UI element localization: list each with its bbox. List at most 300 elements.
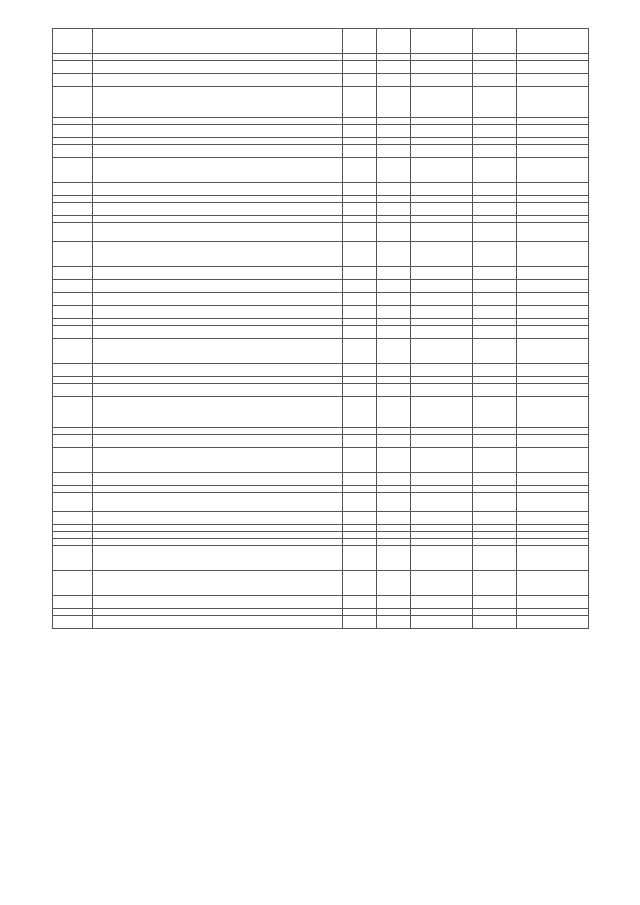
- table-cell: [411, 493, 473, 512]
- table-cell: [377, 158, 411, 183]
- row-number-cell: [53, 145, 93, 158]
- table-row: [53, 223, 589, 242]
- table-cell: [411, 435, 473, 448]
- table-cell: [411, 87, 473, 118]
- table-cell: [343, 571, 377, 596]
- budget-table: [52, 28, 589, 629]
- table-cell: [411, 377, 473, 384]
- table-cell: [377, 125, 411, 138]
- table-cell: [343, 196, 377, 203]
- table-cell: [377, 319, 411, 326]
- row-number-cell: [53, 118, 93, 125]
- table-cell: [517, 61, 589, 74]
- table-cell: [93, 609, 343, 616]
- table-cell: [517, 364, 589, 377]
- table-cell: [343, 145, 377, 158]
- row-number-cell: [53, 532, 93, 539]
- table-cell: [473, 377, 517, 384]
- table-cell: [93, 158, 343, 183]
- table-cell: [93, 125, 343, 138]
- table-cell: [411, 448, 473, 473]
- table-cell: [517, 609, 589, 616]
- table-cell: [93, 448, 343, 473]
- table-cell: [411, 280, 473, 293]
- table-cell: [93, 512, 343, 525]
- table-cell: [517, 118, 589, 125]
- table-row: [53, 138, 589, 145]
- table-cell: [517, 216, 589, 223]
- table-row: [53, 448, 589, 473]
- table-cell: [93, 428, 343, 435]
- table-cell: [473, 158, 517, 183]
- row-number-cell: [53, 609, 93, 616]
- table-cell: [517, 532, 589, 539]
- header-cell: [377, 29, 411, 54]
- table-cell: [93, 242, 343, 267]
- table-row: [53, 596, 589, 609]
- table-cell: [343, 203, 377, 216]
- table-cell: [343, 512, 377, 525]
- table-cell: [411, 319, 473, 326]
- table-cell: [473, 546, 517, 571]
- row-number-cell: [53, 377, 93, 384]
- row-number-cell: [53, 493, 93, 512]
- table-cell: [411, 61, 473, 74]
- table-cell: [473, 539, 517, 546]
- table-cell: [411, 158, 473, 183]
- table-cell: [93, 616, 343, 629]
- row-number-cell: [53, 319, 93, 326]
- table-cell: [343, 377, 377, 384]
- table-cell: [93, 493, 343, 512]
- table-cell: [517, 525, 589, 532]
- row-number-cell: [53, 61, 93, 74]
- table-cell: [411, 512, 473, 525]
- table-cell: [411, 267, 473, 280]
- table-cell: [343, 596, 377, 609]
- table-cell: [377, 546, 411, 571]
- table-cell: [377, 609, 411, 616]
- table-row: [53, 546, 589, 571]
- table-cell: [93, 339, 343, 364]
- table-row: [53, 125, 589, 138]
- table-row: [53, 493, 589, 512]
- header-cell: [411, 29, 473, 54]
- table-cell: [517, 267, 589, 280]
- column-number: [377, 54, 411, 61]
- column-number: [93, 54, 343, 61]
- row-number-cell: [53, 242, 93, 267]
- row-number-cell: [53, 196, 93, 203]
- table-cell: [343, 158, 377, 183]
- table-cell: [411, 428, 473, 435]
- table-cell: [473, 183, 517, 196]
- row-number-cell: [53, 596, 93, 609]
- table-cell: [411, 339, 473, 364]
- table-cell: [343, 448, 377, 473]
- table-row: [53, 203, 589, 216]
- table-cell: [517, 293, 589, 306]
- table-cell: [517, 74, 589, 87]
- table-cell: [377, 216, 411, 223]
- table-cell: [93, 196, 343, 203]
- table-row: [53, 145, 589, 158]
- table-cell: [411, 223, 473, 242]
- header-cell: [53, 29, 93, 54]
- table-cell: [377, 493, 411, 512]
- row-number-cell: [53, 616, 93, 629]
- table-cell: [377, 87, 411, 118]
- table-cell: [377, 61, 411, 74]
- table-row: [53, 74, 589, 87]
- row-number-cell: [53, 397, 93, 428]
- table-cell: [377, 473, 411, 486]
- table-cell: [343, 486, 377, 493]
- table-cell: [343, 609, 377, 616]
- table-row: [53, 571, 589, 596]
- table-cell: [377, 339, 411, 364]
- table-row: [53, 118, 589, 125]
- row-number-cell: [53, 203, 93, 216]
- table-cell: [517, 280, 589, 293]
- table-cell: [377, 138, 411, 145]
- row-number-cell: [53, 384, 93, 397]
- table-cell: [517, 145, 589, 158]
- table-cell: [517, 339, 589, 364]
- table-row: [53, 512, 589, 525]
- row-number-cell: [53, 571, 93, 596]
- table-cell: [377, 397, 411, 428]
- table-cell: [473, 596, 517, 609]
- row-number-cell: [53, 486, 93, 493]
- table-row: [53, 158, 589, 183]
- table-cell: [411, 546, 473, 571]
- table-cell: [473, 74, 517, 87]
- table-cell: [473, 306, 517, 319]
- row-number-cell: [53, 512, 93, 525]
- column-number: [473, 54, 517, 61]
- table-cell: [517, 125, 589, 138]
- table-cell: [343, 293, 377, 306]
- row-number-cell: [53, 87, 93, 118]
- table-cell: [377, 525, 411, 532]
- table-cell: [93, 74, 343, 87]
- table-row: [53, 384, 589, 397]
- row-number-cell: [53, 435, 93, 448]
- table-cell: [377, 616, 411, 629]
- table-cell: [93, 397, 343, 428]
- row-number-cell: [53, 539, 93, 546]
- header-cell: [343, 29, 377, 54]
- table-cell: [517, 87, 589, 118]
- table-cell: [411, 397, 473, 428]
- row-number-cell: [53, 326, 93, 339]
- table-cell: [343, 87, 377, 118]
- table-cell: [473, 196, 517, 203]
- table-row: [53, 183, 589, 196]
- table-cell: [93, 319, 343, 326]
- table-cell: [343, 493, 377, 512]
- table-cell: [411, 525, 473, 532]
- table-cell: [411, 364, 473, 377]
- table-body: [53, 61, 589, 629]
- table-cell: [473, 293, 517, 306]
- table-cell: [473, 87, 517, 118]
- row-number-cell: [53, 216, 93, 223]
- table-cell: [93, 293, 343, 306]
- table-cell: [343, 280, 377, 293]
- column-number: [517, 54, 589, 61]
- table-cell: [377, 377, 411, 384]
- table-cell: [343, 306, 377, 319]
- table-cell: [473, 493, 517, 512]
- row-number-cell: [53, 293, 93, 306]
- table-cell: [517, 571, 589, 596]
- table-cell: [93, 203, 343, 216]
- table-cell: [377, 196, 411, 203]
- table-cell: [411, 242, 473, 267]
- table-cell: [93, 267, 343, 280]
- table-cell: [343, 242, 377, 267]
- table-row: [53, 267, 589, 280]
- table-cell: [343, 532, 377, 539]
- table-cell: [93, 532, 343, 539]
- table-cell: [377, 486, 411, 493]
- table-cell: [343, 539, 377, 546]
- table-header-row: [53, 29, 589, 54]
- table-cell: [473, 609, 517, 616]
- table-row: [53, 397, 589, 428]
- table-cell: [93, 280, 343, 293]
- table-row: [53, 364, 589, 377]
- table-cell: [93, 61, 343, 74]
- table-row: [53, 377, 589, 384]
- table-cell: [411, 486, 473, 493]
- table-cell: [93, 326, 343, 339]
- table-cell: [93, 138, 343, 145]
- table-cell: [517, 377, 589, 384]
- table-cell: [411, 138, 473, 145]
- table-cell: [411, 293, 473, 306]
- table-cell: [93, 377, 343, 384]
- table-cell: [473, 448, 517, 473]
- table-row: [53, 61, 589, 74]
- table-cell: [93, 145, 343, 158]
- table-cell: [377, 512, 411, 525]
- table-cell: [93, 118, 343, 125]
- table-cell: [93, 546, 343, 571]
- table-row: [53, 242, 589, 267]
- table-cell: [343, 183, 377, 196]
- table-cell: [517, 486, 589, 493]
- table-row: [53, 306, 589, 319]
- table-cell: [377, 532, 411, 539]
- table-cell: [377, 242, 411, 267]
- table-cell: [377, 280, 411, 293]
- table-cell: [517, 196, 589, 203]
- table-row: [53, 428, 589, 435]
- table-cell: [473, 512, 517, 525]
- table-cell: [517, 306, 589, 319]
- table-cell: [473, 326, 517, 339]
- table-row: [53, 293, 589, 306]
- table-row: [53, 525, 589, 532]
- table-cell: [517, 493, 589, 512]
- table-cell: [517, 512, 589, 525]
- table-row: [53, 280, 589, 293]
- header-cell: [93, 29, 343, 54]
- table-cell: [473, 428, 517, 435]
- table-cell: [517, 435, 589, 448]
- budget-table-sheet: [52, 28, 588, 629]
- table-cell: [93, 384, 343, 397]
- table-cell: [377, 145, 411, 158]
- row-number-cell: [53, 223, 93, 242]
- row-number-cell: [53, 306, 93, 319]
- table-cell: [343, 61, 377, 74]
- table-cell: [517, 223, 589, 242]
- table-cell: [93, 486, 343, 493]
- table-cell: [517, 183, 589, 196]
- table-cell: [377, 293, 411, 306]
- table-cell: [343, 546, 377, 571]
- table-row: [53, 473, 589, 486]
- table-cell: [343, 267, 377, 280]
- table-cell: [517, 546, 589, 571]
- table-cell: [377, 223, 411, 242]
- row-number-cell: [53, 280, 93, 293]
- table-cell: [411, 571, 473, 596]
- table-cell: [517, 539, 589, 546]
- row-number-cell: [53, 138, 93, 145]
- table-cell: [377, 571, 411, 596]
- row-number-cell: [53, 525, 93, 532]
- table-row: [53, 616, 589, 629]
- table-cell: [517, 203, 589, 216]
- table-row: [53, 539, 589, 546]
- table-cell: [411, 532, 473, 539]
- table-cell: [473, 435, 517, 448]
- table-cell: [93, 571, 343, 596]
- table-cell: [473, 216, 517, 223]
- table-cell: [377, 306, 411, 319]
- row-number-cell: [53, 428, 93, 435]
- table-cell: [411, 125, 473, 138]
- row-number-cell: [53, 125, 93, 138]
- table-row: [53, 609, 589, 616]
- table-cell: [517, 384, 589, 397]
- table-row: [53, 196, 589, 203]
- table-cell: [93, 183, 343, 196]
- table-row: [53, 319, 589, 326]
- table-cell: [343, 525, 377, 532]
- table-cell: [411, 145, 473, 158]
- table-cell: [377, 539, 411, 546]
- table-cell: [517, 138, 589, 145]
- table-row: [53, 326, 589, 339]
- table-cell: [343, 435, 377, 448]
- table-cell: [517, 596, 589, 609]
- table-cell: [93, 306, 343, 319]
- table-cell: [411, 74, 473, 87]
- table-cell: [343, 326, 377, 339]
- table-cell: [377, 183, 411, 196]
- table-cell: [377, 203, 411, 216]
- table-cell: [411, 183, 473, 196]
- table-cell: [377, 267, 411, 280]
- table-cell: [473, 138, 517, 145]
- column-number: [343, 54, 377, 61]
- table-cell: [93, 539, 343, 546]
- table-cell: [343, 397, 377, 428]
- table-cell: [411, 203, 473, 216]
- table-cell: [377, 118, 411, 125]
- table-cell: [343, 216, 377, 223]
- row-number-cell: [53, 339, 93, 364]
- header-cell: [517, 29, 589, 54]
- table-cell: [517, 319, 589, 326]
- table-row: [53, 216, 589, 223]
- table-cell: [343, 223, 377, 242]
- table-cell: [343, 339, 377, 364]
- header-cell: [473, 29, 517, 54]
- table-cell: [411, 216, 473, 223]
- table-cell: [411, 596, 473, 609]
- table-cell: [343, 473, 377, 486]
- row-number-cell: [53, 448, 93, 473]
- table-cell: [93, 525, 343, 532]
- table-cell: [411, 473, 473, 486]
- table-cell: [517, 428, 589, 435]
- table-cell: [411, 616, 473, 629]
- table-cell: [343, 319, 377, 326]
- table-cell: [343, 118, 377, 125]
- table-cell: [93, 473, 343, 486]
- table-cell: [93, 435, 343, 448]
- table-cell: [343, 125, 377, 138]
- table-row: [53, 486, 589, 493]
- table-cell: [517, 616, 589, 629]
- table-cell: [473, 486, 517, 493]
- table-cell: [411, 118, 473, 125]
- table-cell: [377, 364, 411, 377]
- table-cell: [473, 319, 517, 326]
- table-cell: [377, 596, 411, 609]
- table-cell: [473, 223, 517, 242]
- row-number-cell: [53, 473, 93, 486]
- table-cell: [411, 196, 473, 203]
- table-cell: [473, 280, 517, 293]
- row-number-cell: [53, 364, 93, 377]
- table-cell: [411, 384, 473, 397]
- table-cell: [93, 223, 343, 242]
- table-row: [53, 532, 589, 539]
- table-cell: [517, 473, 589, 486]
- table-cell: [343, 138, 377, 145]
- table-cell: [343, 616, 377, 629]
- table-cell: [473, 364, 517, 377]
- table-cell: [377, 428, 411, 435]
- table-cell: [473, 571, 517, 596]
- row-number-cell: [53, 267, 93, 280]
- table-cell: [473, 616, 517, 629]
- row-number-cell: [53, 74, 93, 87]
- table-row: [53, 339, 589, 364]
- table-cell: [411, 539, 473, 546]
- table-cell: [93, 364, 343, 377]
- table-cell: [343, 384, 377, 397]
- column-number-row: [53, 54, 589, 61]
